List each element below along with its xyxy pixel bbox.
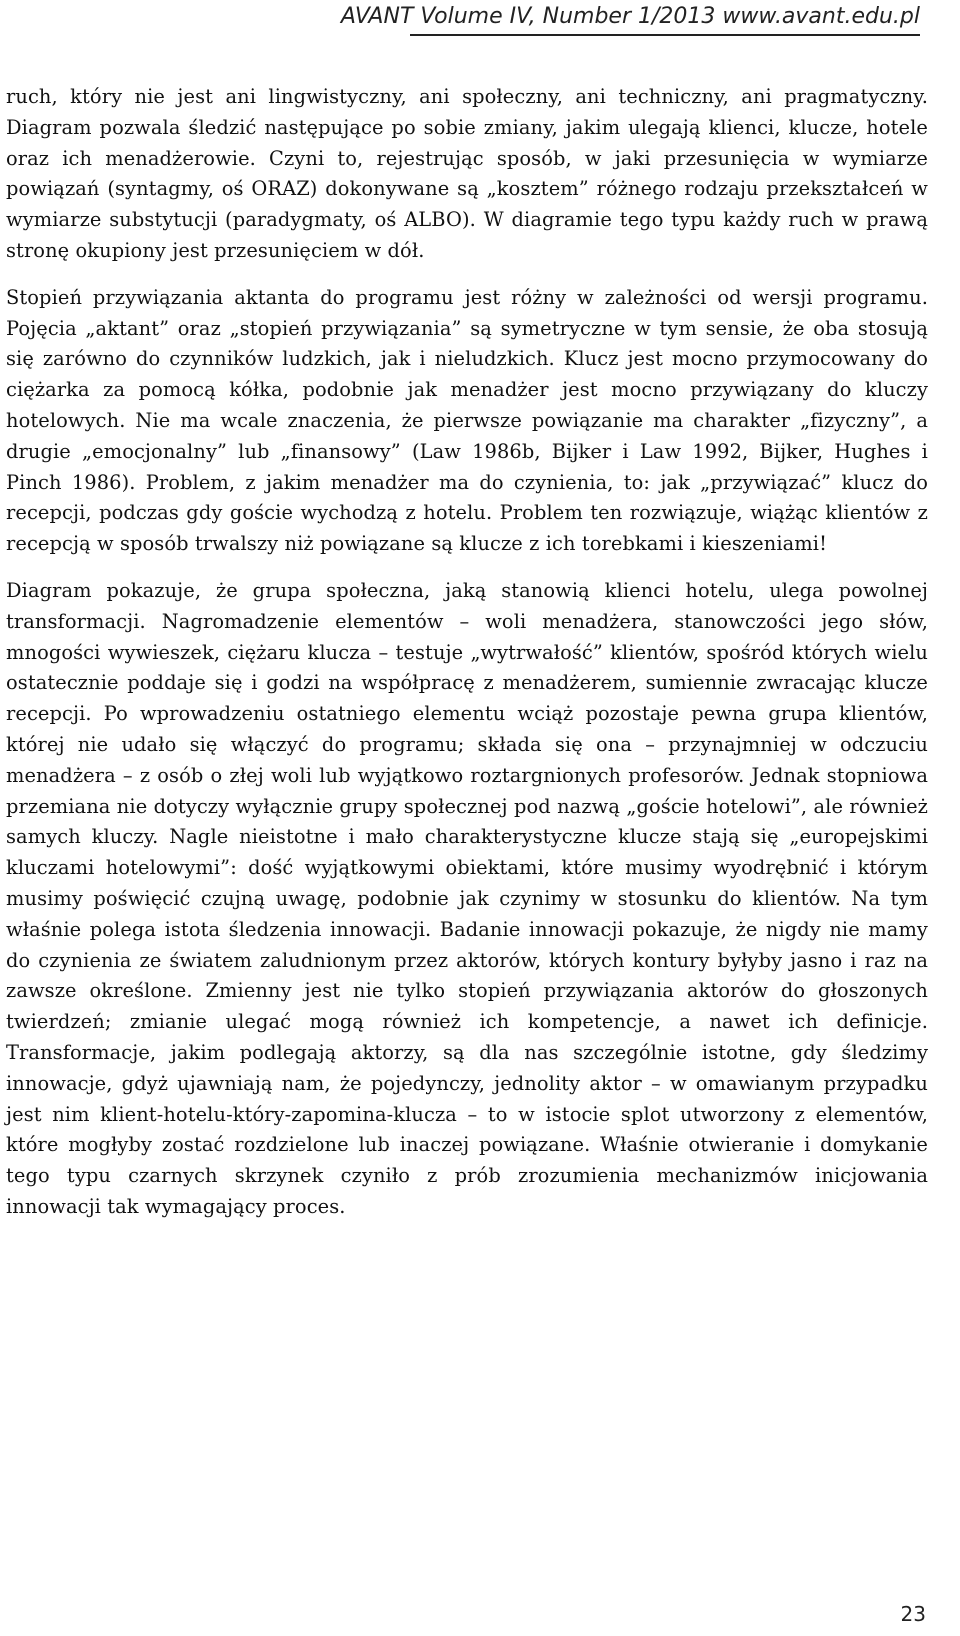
- header-divider: [410, 34, 920, 36]
- journal-header-title: AVANT Volume IV, Number 1/2013 www.avant.edu.pl: [340, 4, 920, 29]
- article-body: [6, 82, 928, 1223]
- body-paragraph: ruch, który nie jest ani lingwistyczny, ani społeczny, ani techniczny, ani pragmatyczny. Diagram pozwala śledzić następujące po sobie zmiany, jakim ulegają klienci, klucze, hotele oraz ich menadżerowie. Czyni to, rejestrując sposób, w jaki przesunięcia w wymiarze powiązań (syntagmy, oś ORAZ) dokonywane są „kosztem” różnego rodzaju przekształceń w wymiarze substytucji (paradygmaty, oś ALBO). W diagramie tego typu każdy ruch w prawą stronę okupiony jest przesunięciem w dół.: [6, 85, 928, 262]
- body-paragraph: Stopień przywiązania aktanta do programu jest różny w zależności od wersji programu. Pojęcia „aktant” oraz „stopień przywiązania” są symetryczne w tym sensie, że oba stosują się zarówno do czynników ludzkich, jak i nieludzkich. Klucz jest mocno przymocowany do ciężarka za pomocą kółka, podobnie jak menadżer jest mocno przywiązany do kluczy hotelowych. Nie ma wcale znaczenia, że pierwsze powiązanie ma charakter „fizyczny”, a drugie „emocjonalny” lub „finansowy” (Law 1986b, Bijker i Law 1992, Bijker, Hughes i Pinch 1986). Problem, z jakim menadżer ma do czynienia, to: jak „przywiązać” klucz do recepcji, podczas gdy goście wychodzą z hotelu. Problem ten rozwiązuje, wiążąc klientów z recepcją w sposób trwalszy niż powiązane są klucze z ich torebkami i kieszeniami!: [6, 285, 928, 556]
- running-header: [0, 0, 960, 42]
- page-number: 23: [900, 1602, 926, 1626]
- body-paragraph: Diagram pokazuje, że grupa społeczna, jaką stanowią klienci hotelu, ulega powolnej transformacji. Nagromadzenie elementów – woli menadżera, stanowczości jego słów, mnogości wywieszek, ciężaru klucza – testuje „wytrwałość” klientów, spośród których wielu ostatecznie poddaje się i godzi na współpracę z menadżerem, sumiennie zwracając klucze recepcji. Po wprowadzeniu ostatniego elementu wciąż pozostaje pewna grupa klientów, której nie udało się włączyć do programu; składa się ona – przynajmniej w odczuciu menadżera – z osób o złej woli lub wyjątkowo roztargnionych profesorów. Jednak stopniowa przemiana nie dotyczy wyłącznie grupy społecznej pod nazwą „goście hotelowi”, ale również samych kluczy. Nagle nieistotne i mało charakterystyczne klucze stają się „europejskimi kluczami hotelowymi”: dość wyjątkowymi obiektami, które musimy wyodrębnić i którym musimy poświęcić czujną uwagę, podobnie jak czynimy w stosunku do klientów. Na tym właśnie polega istota śledzenia innowacji. Badanie innowacji pokazuje, że nigdy nie mamy do czynienia ze światem zaludnionym przez aktorów, których kontury byłyby jasno i raz na zawsze określone. Zmienny jest nie tylko stopień przywiązania aktorów do głoszonych twierdzeń; zmianie ulegać mogą również ich kompetencje, a nawet ich definicje. Transformacje, jakim podlegają aktorzy, są dla nas szczególnie istotne, gdy śledzimy innowacje, gdyż ujawniają nam, że pojedynczy, jednolity aktor – w omawianym przypadku jest nim klient-hotelu-który-zapomina-klucza – to w istocie splot utworzony z elementów, które mogłyby zostać rozdzielone lub inaczej powiązane. Właśnie otwieranie i domykanie tego typu czarnych skrzynek czyniło z prób zrozumienia mechanizmów inicjowania innowacji tak wymagający proces.: [6, 578, 928, 1218]
